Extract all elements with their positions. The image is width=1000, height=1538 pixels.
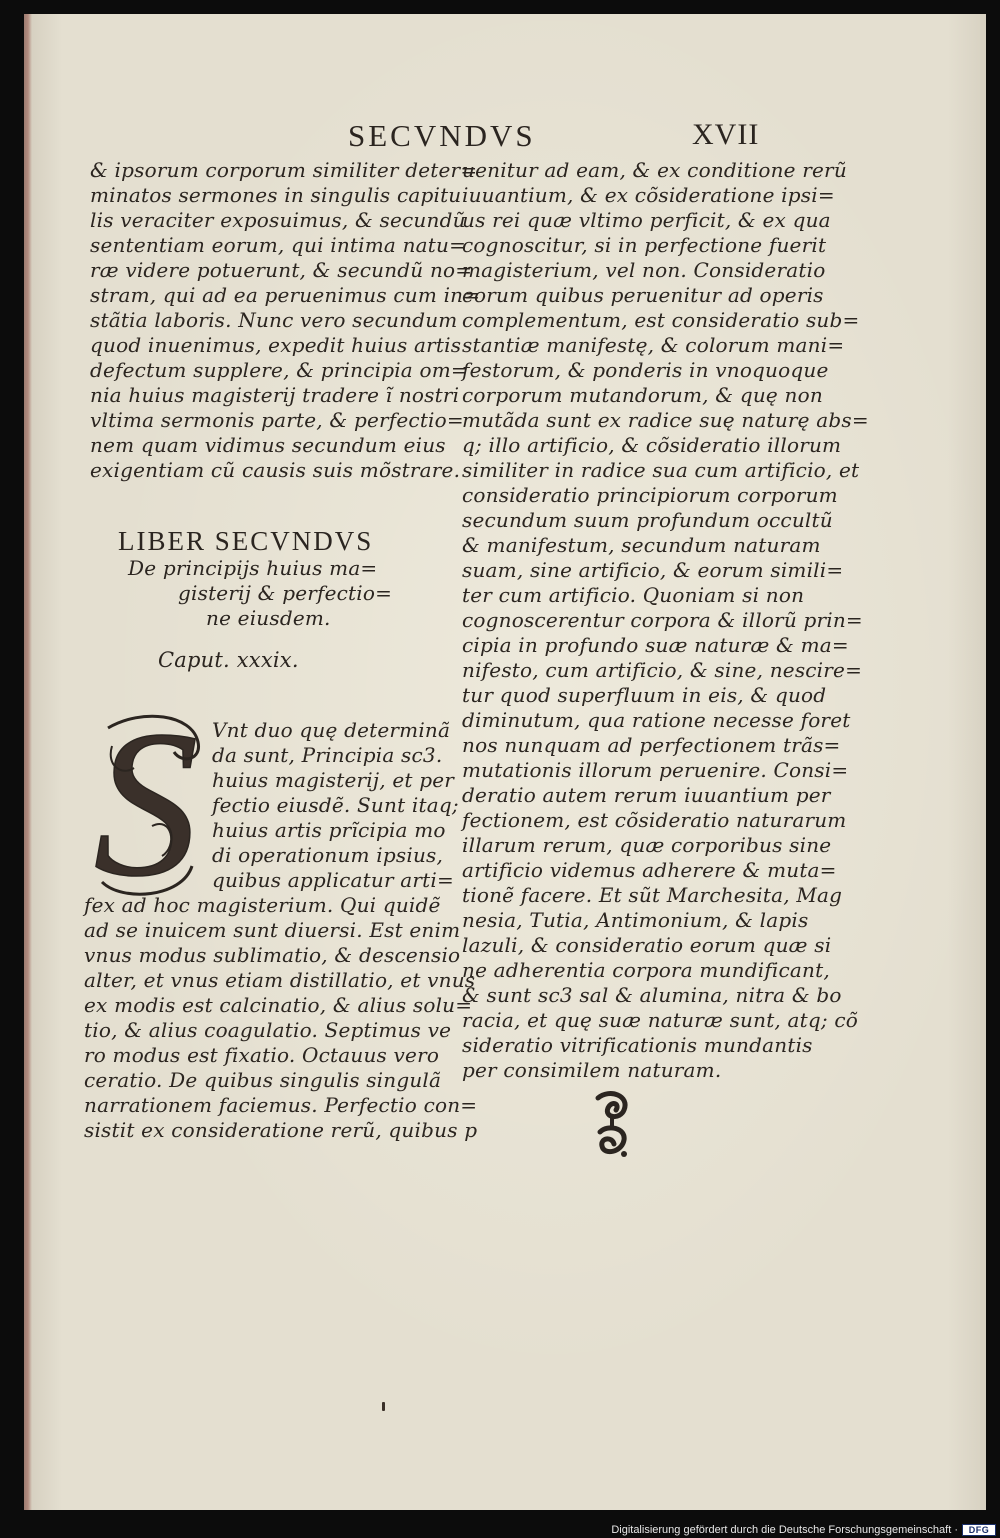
text-line: sententiam eorum, qui intima natu= [90, 233, 467, 257]
dfg-logo-icon: DFG [962, 1524, 996, 1536]
text-line: quibus applicatur arti= [212, 868, 454, 892]
fleuron-ornament-icon [590, 1088, 634, 1160]
svg-text:S: S [93, 706, 199, 902]
text-line: per consimilem naturam. [462, 1058, 722, 1082]
text-line: narrationem faciemus. Perfectio con= [84, 1093, 478, 1117]
text-line: secundum suum profundum occultũ [462, 508, 833, 532]
text-line: q; illo artificio, & cõsideratio illorum [462, 433, 842, 457]
text-line: ro modus est fixatio. Octauus vero [84, 1043, 440, 1067]
text-line: & manifestum, secundum naturam [462, 533, 821, 557]
text-line: Vnt duo quę determinã [212, 718, 451, 742]
running-title: SECVNDVS [348, 118, 536, 153]
text-line: nifesto, cum artificio, & sine, nescire= [462, 658, 863, 682]
text-line: cognoscerentur corpora & illorũ prin= [462, 608, 863, 632]
text-line: sideratio vitrificationis mundantis [462, 1033, 813, 1057]
text-line: racia, et quę suæ naturæ sunt, atq; cõ [462, 1008, 859, 1032]
text-line: fectionem, est cõsideratio naturarum [462, 808, 847, 832]
text-line: complementum, est consideratio sub= [462, 308, 860, 332]
text-line: nesia, Tutia, Antimonium, & lapis [462, 908, 809, 932]
text-line: us rei quæ vltimo perficit, & ex qua [462, 208, 831, 232]
text-line: festorum, & ponderis in vnoquoque [462, 358, 829, 382]
book-subtitle-line: ne eiusdem. [206, 606, 331, 630]
text-line: vnus modus sublimatio, & descensio [84, 943, 461, 967]
text-line: tionẽ facere. Et sũt Marchesita, Mag [462, 883, 843, 907]
book-subtitle-line: De principijs huius ma= [128, 556, 378, 580]
text-line: corporum mutandorum, & quę non [462, 383, 823, 407]
text-line: artificio videmus adherere & muta= [462, 858, 837, 882]
book-heading: LIBER SECVNDVS [118, 526, 374, 556]
text-line: ræ videre potuerunt, & secundũ no= [90, 258, 473, 282]
text-line: nos nunquam ad perfectionem trãs= [462, 733, 841, 757]
text-line: huius artis prĩcipia mo [212, 818, 446, 842]
text-line: lazuli, & consideratio eorum quæ si [462, 933, 832, 957]
text-line: vltima sermonis parte, & perfectio= [90, 408, 464, 432]
folio-number: XVII [692, 118, 760, 151]
text-line: minatos sermones in singulis capitu [90, 183, 462, 207]
text-line: ceratio. De quibus singulis singulã [84, 1068, 442, 1092]
text-line: ter cum artificio. Quoniam si non [462, 583, 805, 607]
binding-edge [24, 14, 32, 1510]
text-line: deratio autem rerum iuuantium per [462, 783, 831, 807]
text-line: ne adherentia corpora mundificant, [462, 958, 830, 982]
text-line: defectum supplere, & principia om= [90, 358, 468, 382]
text-line: diminutum, qua ratione necesse foret [462, 708, 851, 732]
text-line: lis veraciter exposuimus, & secundũ [90, 208, 466, 232]
text-line: ad se inuicem sunt diuersi. Est enim [84, 918, 461, 942]
text-line: da sunt, Principia sc3. [212, 743, 443, 767]
chapter-label: Caput. xxxix. [158, 648, 299, 672]
ink-speck [382, 1402, 385, 1411]
text-line: sistit ex consideratione rerũ, quibus p [84, 1118, 478, 1142]
text-line: cognoscitur, si in perfectione fuerit [462, 233, 827, 257]
footer-credit: Digitalisierung gefördert durch die Deutsche Forschungsgemeinschaft · [611, 1524, 958, 1536]
text-line: ex modis est calcinatio, & alius solu= [84, 993, 473, 1017]
decorated-initial-s-icon [82, 706, 210, 902]
text-line: quod inuenimus, expedit huius artis [90, 333, 462, 357]
book-subtitle-line: gisterij & perfectio= [178, 581, 393, 605]
text-line: uenitur ad eam, & ex conditione rerũ [462, 158, 847, 182]
text-line: di operationum ipsius, [212, 843, 444, 867]
text-line: stantiæ manifestę, & colorum mani= [462, 333, 845, 357]
text-line: consideratio principiorum corporum [462, 483, 838, 507]
text-line: fex ad hoc magisterium. Qui quidẽ [84, 893, 441, 917]
text-line: magisterium, vel non. Consideratio [462, 258, 826, 282]
text-line: alter, et vnus etiam distillatio, et vnus [84, 968, 476, 992]
text-line: stãtia laboris. Nunc vero secundum [90, 308, 458, 332]
text-line: cipia in profundo suæ naturæ & ma= [462, 633, 849, 657]
text-line: fectio eiusdẽ. Sunt itaq; [212, 793, 459, 817]
text-line: nia huius magisterij tradere ĩ nostri [90, 383, 460, 407]
text-line: suam, sine artificio, & eorum simili= [462, 558, 844, 582]
text-line: iuuantium, & ex cõsideratione ipsi= [462, 183, 835, 207]
text-line: nem quam vidimus secundum eius [90, 433, 446, 457]
text-line: exigentiam cũ causis suis mõstrare. [90, 458, 461, 482]
text-line: stram, qui ad ea peruenimus cum in= [90, 283, 481, 307]
text-line: mutãda sunt ex radice suę naturę abs= [462, 408, 869, 432]
text-line: mutationis illorum peruenire. Consi= [462, 758, 849, 782]
text-line: huius magisterij, et per [212, 768, 454, 792]
text-line: similiter in radice sua cum artificio, et [462, 458, 860, 482]
text-line: illarum rerum, quæ corporibus sine [462, 833, 832, 857]
text-line: eorum quibus peruenitur ad operis [462, 283, 824, 307]
text-line: tur quod superfluum in eis, & quod [462, 683, 827, 707]
text-line: & ipsorum corporum similiter deter= [90, 158, 478, 182]
text-line: & sunt sc3 sal & alumina, nitra & bo [462, 983, 842, 1007]
text-line: tio, & alius coagulatio. Septimus ve [84, 1018, 452, 1042]
